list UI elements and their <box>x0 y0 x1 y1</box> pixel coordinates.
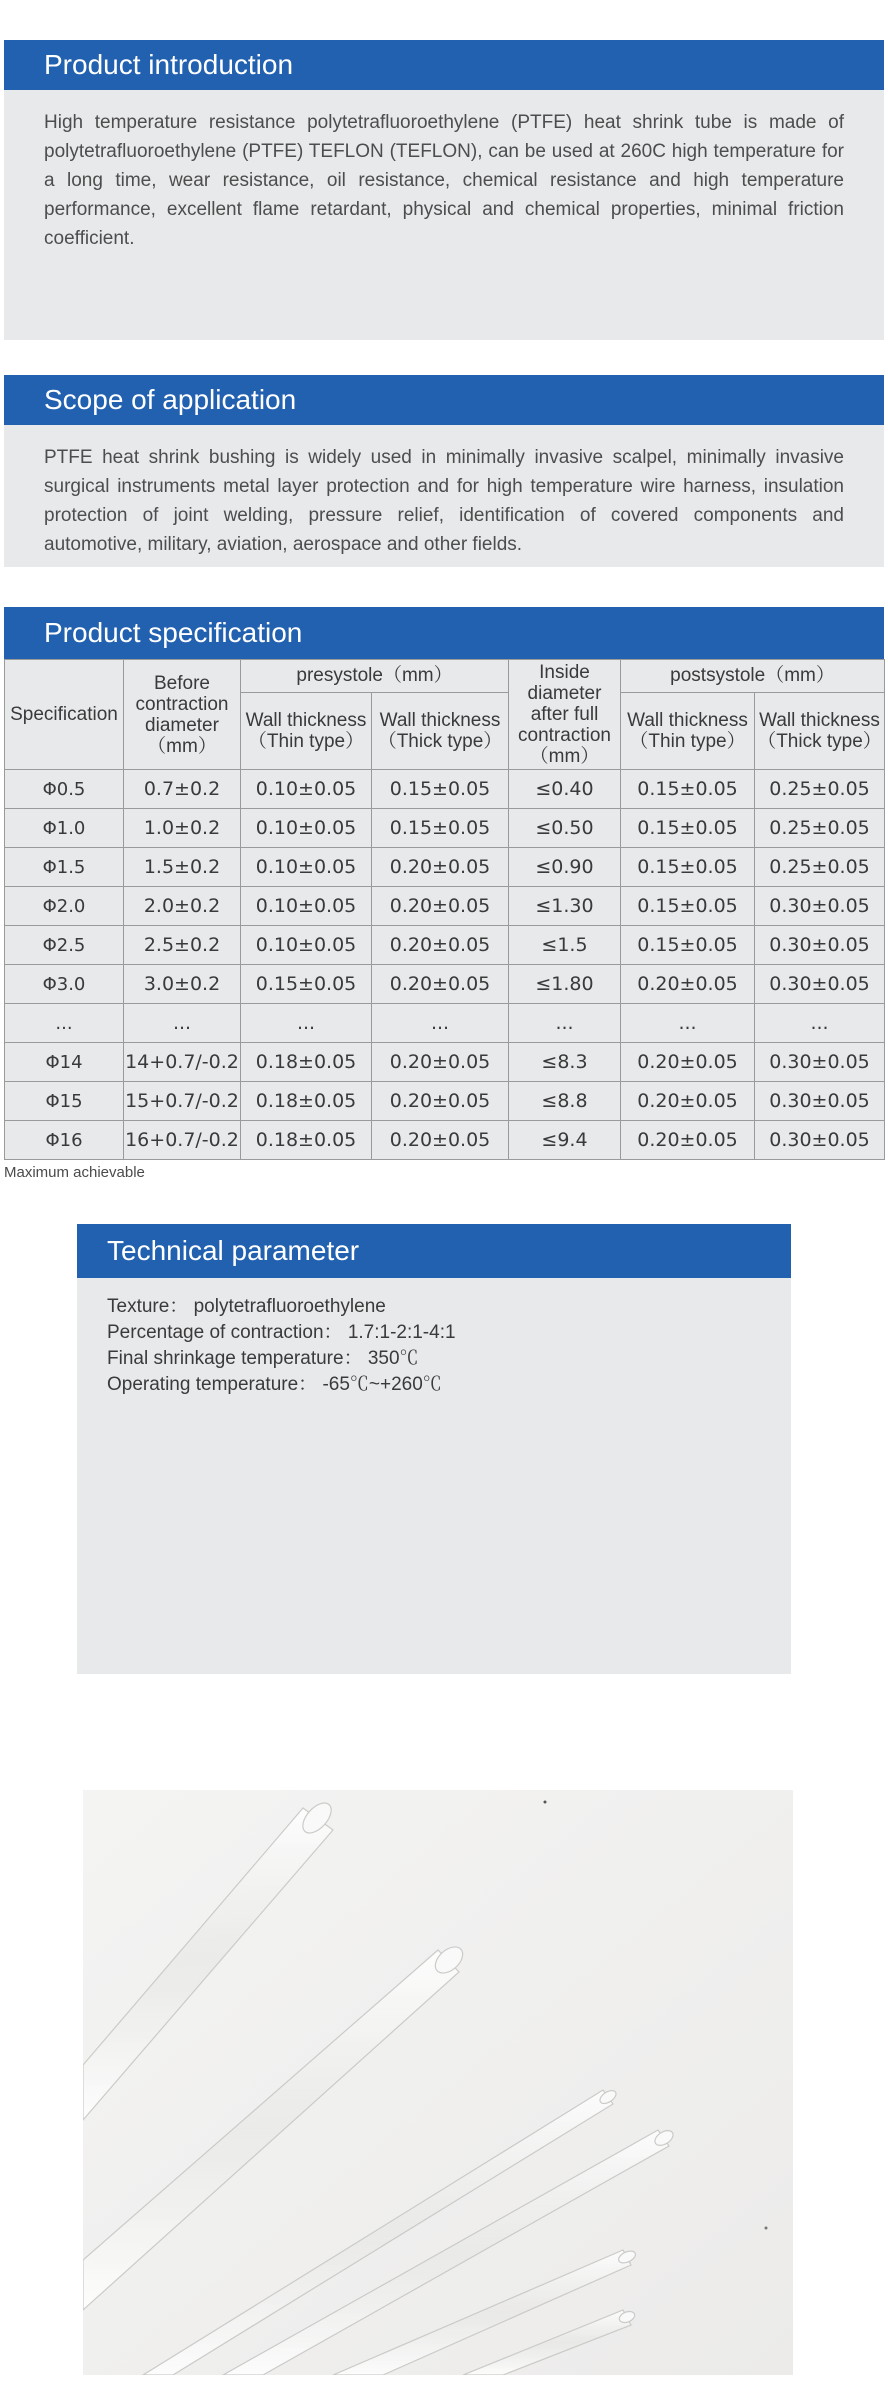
product-introduction-text: High temperature resistance polytetrafluoroethylene (PTFE) heat shrink tube is made of polytetrafluoroethylene (PTFE) TEFLON (TEFLON), can be used at 260C high temperature for a long time, wear resistance, oil resistance, chemical resistance and high temperature performance, excellent flame retardant, physical and chemical properties, minimal friction coefficient. <box>44 112 844 249</box>
header-pre-wall-thick: Wall thickness（Thick type） <box>372 692 509 769</box>
tech-value: -65℃~+260℃ <box>322 1374 442 1395</box>
table-cell: 1.0±0.2 <box>124 809 241 848</box>
table-cell: 0.15±0.05 <box>621 809 755 848</box>
header-presystole: presystole（mm） <box>241 660 509 693</box>
table-cell: Φ1.0 <box>5 809 124 848</box>
table-cell: 0.7±0.2 <box>124 770 241 809</box>
table-cell: 16+0.7/-0.2 <box>124 1121 241 1160</box>
header-post-wall-thin: Wall thickness（Thin type） <box>621 692 755 769</box>
header-before-contraction: Before contraction diameter（mm） <box>124 660 241 770</box>
table-row <box>5 965 885 1004</box>
table-cell: 0.20±0.05 <box>372 887 509 926</box>
table-cell: Φ15 <box>5 1082 124 1121</box>
table-cell: 0.30±0.05 <box>755 965 885 1004</box>
table-cell: Φ2.0 <box>5 887 124 926</box>
table-cell: 1.5±0.2 <box>124 848 241 887</box>
table-cell: 0.20±0.05 <box>372 848 509 887</box>
table-cell: Φ3.0 <box>5 965 124 1004</box>
tech-row-contraction <box>107 1320 761 1346</box>
table-cell: 0.20±0.05 <box>621 1082 755 1121</box>
product-specification-section <box>4 607 884 1187</box>
specification-table-body <box>5 770 885 1160</box>
table-cell: 2.0±0.2 <box>124 887 241 926</box>
table-cell: 0.15±0.05 <box>241 965 372 1004</box>
header-pre-wall-thin: Wall thickness（Thin type） <box>241 692 372 769</box>
table-cell: ≤8.3 <box>509 1043 621 1082</box>
table-cell: 0.30±0.05 <box>755 1043 885 1082</box>
tech-value: 1.7:1-2:1-4:1 <box>347 1322 456 1343</box>
table-cell: 0.20±0.05 <box>372 1043 509 1082</box>
table-cell: 14+0.7/-0.2 <box>124 1043 241 1082</box>
product-introduction-section <box>4 40 884 340</box>
table-cell: ... <box>5 1004 124 1043</box>
table-row <box>5 1004 885 1043</box>
tech-label: Operating temperature： <box>107 1374 318 1395</box>
technical-parameter-list <box>77 1278 791 1398</box>
tech-value: polytetrafluoroethylene <box>193 1296 386 1317</box>
table-cell: 0.30±0.05 <box>755 926 885 965</box>
table-row <box>5 926 885 965</box>
table-cell: 0.15±0.05 <box>372 809 509 848</box>
table-cell: ≤0.40 <box>509 770 621 809</box>
table-cell: 0.18±0.05 <box>241 1082 372 1121</box>
table-cell: 0.20±0.05 <box>621 965 755 1004</box>
table-cell: 0.18±0.05 <box>241 1043 372 1082</box>
table-row <box>5 1043 885 1082</box>
tech-row-operating-temp <box>107 1372 761 1398</box>
table-cell: 0.20±0.05 <box>372 926 509 965</box>
table-cell: ≤0.90 <box>509 848 621 887</box>
table-cell: 0.15±0.05 <box>621 926 755 965</box>
tech-label: Final shrinkage temperature： <box>107 1348 363 1369</box>
table-cell: 0.15±0.05 <box>621 848 755 887</box>
tech-row-texture <box>107 1294 761 1320</box>
header-inside-diameter: Inside diameter after full contraction（mm） <box>509 660 621 770</box>
tech-label: Percentage of contraction： <box>107 1322 343 1343</box>
header-postsystole: postsystole（mm） <box>621 660 885 693</box>
table-cell: ... <box>621 1004 755 1043</box>
technical-parameter-title: Technical parameter <box>77 1224 791 1278</box>
table-cell: ≤1.80 <box>509 965 621 1004</box>
table-cell: 0.30±0.05 <box>755 1121 885 1160</box>
table-cell: 0.10±0.05 <box>241 809 372 848</box>
table-cell: 0.25±0.05 <box>755 770 885 809</box>
product-photo <box>83 1790 793 2375</box>
table-cell: 0.25±0.05 <box>755 848 885 887</box>
table-row <box>5 809 885 848</box>
table-cell: 3.0±0.2 <box>124 965 241 1004</box>
table-cell: ≤0.50 <box>509 809 621 848</box>
table-cell: Φ1.5 <box>5 848 124 887</box>
table-cell: 0.25±0.05 <box>755 809 885 848</box>
table-cell: Φ16 <box>5 1121 124 1160</box>
table-cell: Φ0.5 <box>5 770 124 809</box>
tech-label: Texture： <box>107 1296 189 1317</box>
table-cell: 15+0.7/-0.2 <box>124 1082 241 1121</box>
specification-table <box>4 659 885 1160</box>
table-cell: ≤1.30 <box>509 887 621 926</box>
table-cell: 0.20±0.05 <box>372 965 509 1004</box>
table-cell: ... <box>755 1004 885 1043</box>
table-cell: 0.15±0.05 <box>372 770 509 809</box>
table-cell: 0.15±0.05 <box>621 770 755 809</box>
scope-of-application-section <box>4 375 884 567</box>
table-row <box>5 1121 885 1160</box>
table-cell: 0.10±0.05 <box>241 848 372 887</box>
table-cell: ... <box>372 1004 509 1043</box>
technical-parameter-section <box>77 1224 791 1674</box>
table-cell: 0.10±0.05 <box>241 770 372 809</box>
table-cell: Φ2.5 <box>5 926 124 965</box>
header-post-wall-thick: Wall thickness（Thick type） <box>755 692 885 769</box>
table-cell: 0.20±0.05 <box>372 1121 509 1160</box>
specification-note: Maximum achievable <box>4 1164 145 1181</box>
table-cell: ... <box>241 1004 372 1043</box>
table-cell: 0.30±0.05 <box>755 887 885 926</box>
table-cell: ≤9.4 <box>509 1121 621 1160</box>
table-cell: 0.20±0.05 <box>621 1043 755 1082</box>
table-row <box>5 848 885 887</box>
table-cell: ≤1.5 <box>509 926 621 965</box>
tech-value: 350℃ <box>367 1348 419 1369</box>
table-cell: ... <box>509 1004 621 1043</box>
table-cell: 0.20±0.05 <box>372 1082 509 1121</box>
ptfe-tubes-image <box>83 1790 793 2375</box>
table-row <box>5 1082 885 1121</box>
tech-row-shrink-temp <box>107 1346 761 1372</box>
table-cell: 0.15±0.05 <box>621 887 755 926</box>
product-specification-title: Product specification <box>4 607 884 659</box>
product-introduction-title: Product introduction <box>4 40 884 90</box>
table-cell: 0.10±0.05 <box>241 926 372 965</box>
header-specification: Specification <box>5 660 124 770</box>
scope-of-application-text: PTFE heat shrink bushing is widely used in minimally invasive scalpel, minimally invasive surgical instruments metal layer protection and for high temperature wire harness, insulation protection of joint welding, pressure relief, identification of covered components and automotive, military, aviation, aerospace and other fields. <box>44 447 844 555</box>
table-cell: 0.10±0.05 <box>241 887 372 926</box>
table-cell: 0.20±0.05 <box>621 1121 755 1160</box>
table-cell: 0.18±0.05 <box>241 1121 372 1160</box>
table-cell: Φ14 <box>5 1043 124 1082</box>
table-cell: ... <box>124 1004 241 1043</box>
scope-of-application-title: Scope of application <box>4 375 884 425</box>
table-cell: ≤8.8 <box>509 1082 621 1121</box>
table-row <box>5 770 885 809</box>
table-cell: 2.5±0.2 <box>124 926 241 965</box>
table-cell: 0.30±0.05 <box>755 1082 885 1121</box>
table-row <box>5 887 885 926</box>
